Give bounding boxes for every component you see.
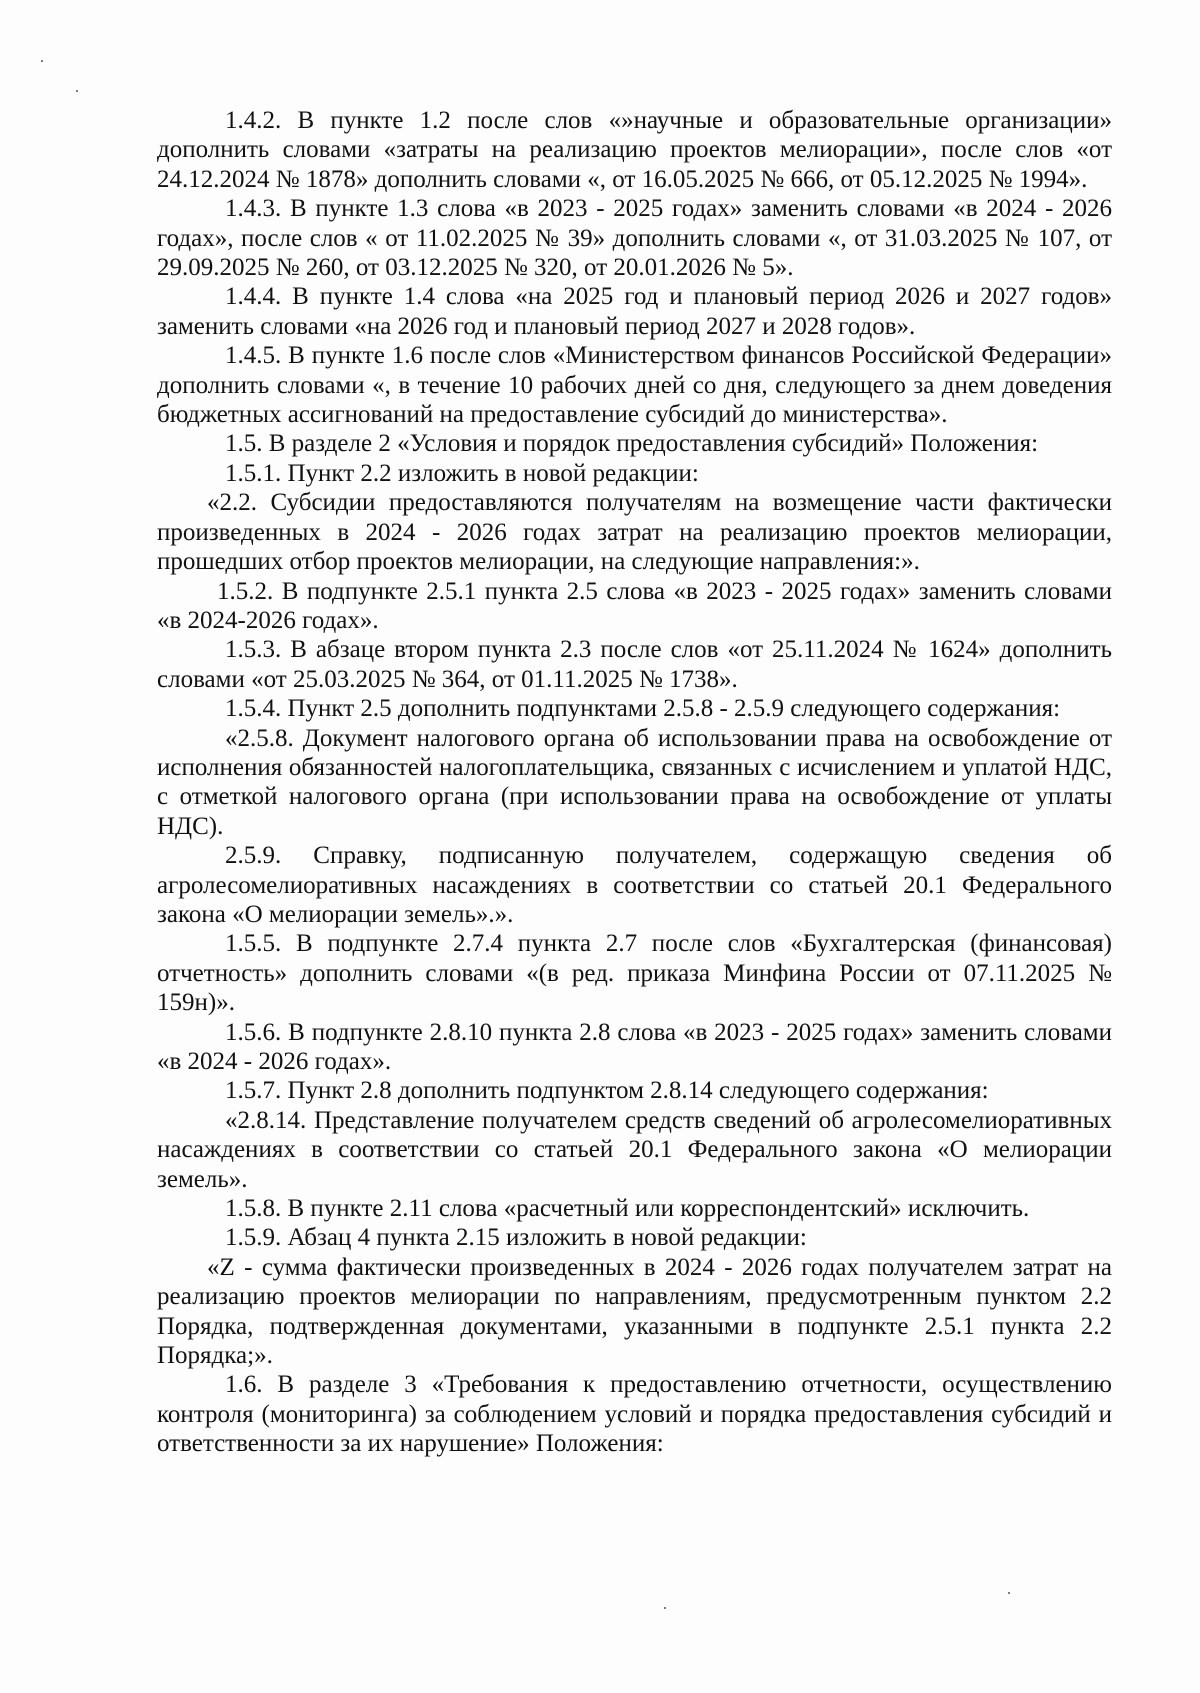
paragraph-2-2: «2.2. Субсидии предоставляются получателям на возмещение части фактически произведенных в 2024 - 2026 годах затрат на реализацию проектов мелиорации, прошедших отбор проектов мелиорации, на следующие направления:». [157, 489, 1112, 576]
paragraph-1-4-4: 1.4.4. В пункте 1.4 слова «на 2025 год и плановый период 2026 и 2027 годов» заменить словами «на 2026 год и плановый период 2027 и 2028 годов». [157, 283, 1112, 340]
paragraph-1-5: 1.5. В разделе 2 «Условия и порядок предоставления субсидий» Положения: [225, 430, 1039, 458]
scan-speck [41, 60, 43, 62]
paragraph-1-5-3: 1.5.3. В абзаце втором пункта 2.3 после слов «от 25.11.2024 № 1624» дополнить словами «от 25.03.2025 № 364, от 01.11.2025 № 1738». [157, 636, 1112, 693]
paragraph-2-5-9: 2.5.9. Справку, подписанную получателем, содержащую сведения об агролесомелиоративных насаждениях в соответствии со статьей 20.1 Федерального закона «О мелиорации земель».». [157, 842, 1112, 928]
paragraph-2-8-14: «2.8.14. Представление получателем средств сведений об агролесомелиоративных насаждениях в соответствии со статьей 20.1 Федерального закона «О мелиорации земель». [157, 1106, 1112, 1193]
paragraph-1-5-6: 1.5.6. В подпункте 2.8.10 пункта 2.8 слова «в 2023 - 2025 годах» заменить словами «в 2024 - 2026 годах». [157, 1018, 1112, 1075]
scan-speck [1008, 1592, 1010, 1594]
paragraph-1-6: 1.6. В разделе 3 «Требования к предоставлению отчетности, осуществлению контроля (мониторинга) за соблюдением условий и порядка предоставления субсидий и ответственности за их нарушение» Положения: [157, 1371, 1112, 1458]
paragraph-1-4-2: 1.4.2. В пункте 1.2 после слов «»научные и образовательные организации» дополнить словами «затраты на реализацию проектов мелиорации», после слов «от 24.12.2024 № 1878» дополнить словами «, от 16.05.2025 № 666, от 05.12.2025 № 1994». [157, 107, 1112, 193]
paragraph-1-5-2: 1.5.2. В подпункте 2.5.1 пункта 2.5 слова «в 2023 - 2025 годах» заменить словами «в 2024-2026 годах». [157, 577, 1112, 634]
paragraph-1-5-4: 1.5.4. Пункт 2.5 дополнить подпунктами 2.5.8 - 2.5.9 следующего содержания: [225, 695, 1061, 723]
document-body [157, 106, 1112, 1459]
paragraph-1-5-8: 1.5.8. В пункте 2.11 слова «расчетный или корреспондентский» исключить. [225, 1195, 1030, 1223]
paragraph-1-5-7: 1.5.7. Пункт 2.8 дополнить подпунктом 2.8.14 следующего содержания: [225, 1077, 989, 1105]
paragraph-1-5-9: 1.5.9. Абзац 4 пункта 2.15 изложить в новой редакции: [225, 1224, 807, 1252]
paragraph-1-4-5: 1.4.5. В пункте 1.6 после слов «Министерством финансов Российской Федерации» дополнить словами «, в течение 10 рабочих дней со дня, следующего за днем доведения бюджетных ассигнований на предоставление субсидий до министерства». [157, 342, 1112, 429]
scan-speck [76, 90, 78, 92]
paragraph-2-5-8: «2.5.8. Документ налогового органа об использовании права на освобождение от исполнения обязанностей налогоплательщика, связанных с исчислением и уплатой НДС, с отметкой налогового органа (при использовании права на освобождение от уплаты НДС). [157, 724, 1112, 840]
paragraph-1-5-1: 1.5.1. Пункт 2.2 изложить в новой редакции: [225, 459, 699, 487]
paragraph-1-4-3: 1.4.3. В пункте 1.3 слова «в 2023 - 2025 годах» заменить словами «в 2024 - 2026 годах», после слов « от 11.02.2025 № 39» дополнить словами «, от 31.03.2025 № 107, от 29.09.2025 № 260, от 03.12.2025 № 320, от 20.01.2026 № 5». [157, 195, 1112, 282]
scan-speck [664, 1607, 666, 1609]
paragraph-1-5-5: 1.5.5. В подпункте 2.7.4 пункта 2.7 после слов «Бухгалтерская (финансовая) отчетность» дополнить словами «(в ред. приказа Минфина России от 07.11.2025 № 159н)». [157, 930, 1112, 1017]
paragraph-z-formula: «Z - сумма фактически произведенных в 2024 - 2026 годах получателем затрат на реализацию проектов мелиорации по направлениям, предусмотренным пунктом 2.2 Порядка, подтвержденная документами, указанными в подпункте 2.5.1 пункта 2.2 Порядка;». [157, 1253, 1112, 1370]
